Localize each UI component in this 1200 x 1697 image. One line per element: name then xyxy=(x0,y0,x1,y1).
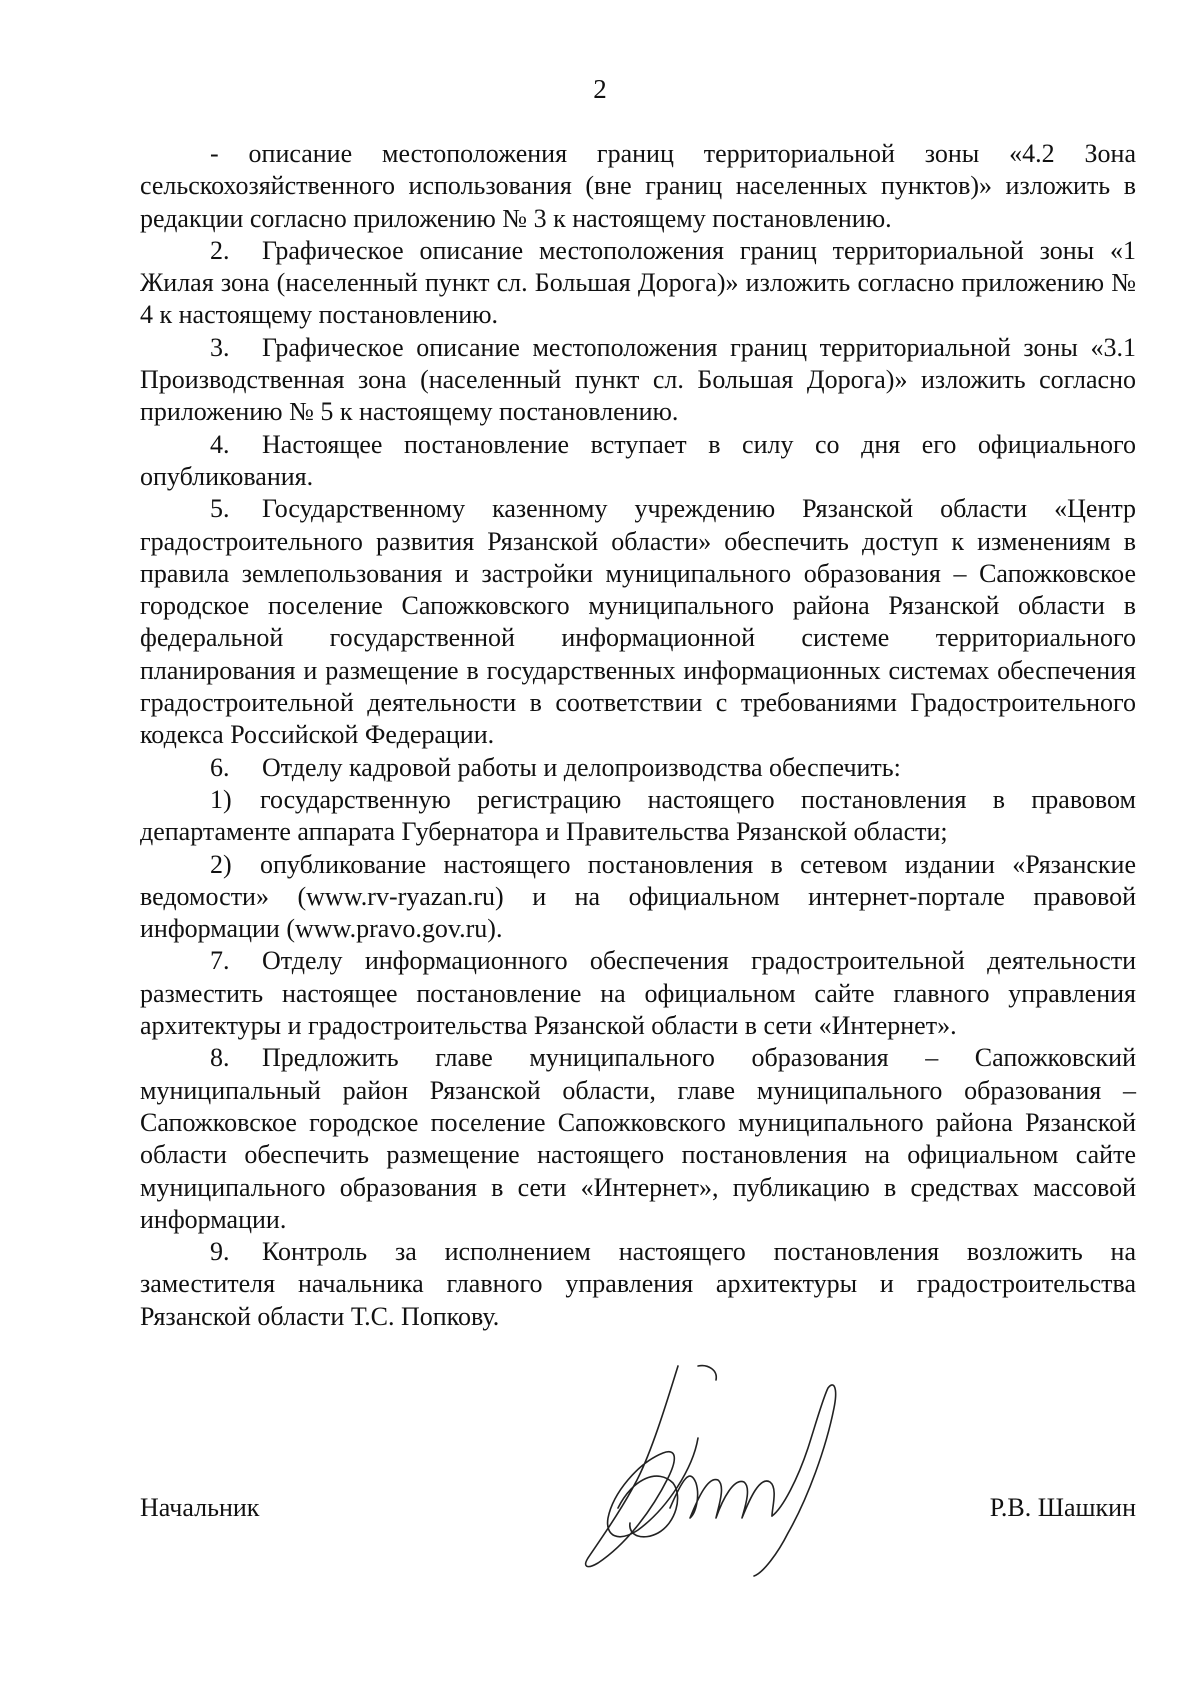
paragraph-text: Предложить главе муниципального образования – Сапожковский муниципальный район Рязанской области, главе муниципального образования – Сапожковское городское поселение Сапожковского муниципального района Рязанской области обеспечить размещение настоящего постановления на официальном сайте муниципального образования в сети «Интернет», публикацию в средствах массовой информации. xyxy=(140,1043,1136,1234)
paragraph-number: 3. xyxy=(210,332,230,362)
page-number: 2 xyxy=(593,74,607,104)
paragraph-zone-4-2 xyxy=(140,138,1136,235)
paragraph-5 xyxy=(140,493,1136,751)
signature-block xyxy=(140,1492,1136,1542)
paragraph-text: государственную регистрацию настоящего постановления в правовом департаменте аппарата Губернатора и Правительства Рязанской области; xyxy=(140,784,1136,847)
paragraph-number: 7. xyxy=(210,946,230,976)
paragraph-number: 5. xyxy=(210,494,230,524)
paragraph-7 xyxy=(140,945,1136,1042)
paragraph-text: Государственному казенному учреждению Рязанской области «Центр градостроительного развития Рязанской области» обеспечить доступ к изменениям в правила землепользования и застройки муниципального образования – Сапожковское городское поселение Сапожковского муниципального района Рязанской области в федеральной государственной информационной системе территориального планирования и размещение в государственных информационных системах обеспечения градостроительной деятельности в соответствии с требованиями Градостроительного кодекса Российской Федерации. xyxy=(140,494,1136,750)
paragraph-text: Контроль за исполнением настоящего постановления возложить на заместителя начальника главного управления архитектуры и градостроительства Рязанской области Т.С. Попкову. xyxy=(140,1237,1136,1331)
paragraph-text: Графическое описание местоположения границ территориальной зоны «1 Жилая зона (населенный пункт сл. Большая Дорога)» изложить согласно приложению № 4 к настоящему постановлению. xyxy=(140,235,1136,330)
paragraph-number: 6. xyxy=(210,752,230,782)
paragraph-number: 9. xyxy=(210,1237,230,1267)
paragraph-8 xyxy=(140,1042,1136,1236)
paragraph-text: Настоящее постановление вступает в силу со дня его официального опубликования. xyxy=(140,429,1136,491)
paragraph-text: Отделу информационного обеспечения градостроительной деятельности разместить настоящее постановление на официальном сайте главного управления архитектуры и градостроительства Рязанской области в сети «Интернет». xyxy=(140,946,1136,1041)
paragraph-text: Графическое описание местоположения границ территориальной зоны «3.1 Производственная зона (населенный пункт сл. Большая Дорога)» изложить согласно приложению № 5 к настоящему постановлению. xyxy=(140,332,1136,427)
paragraph-text: Отделу кадровой работы и делопроизводства обеспечить: xyxy=(262,752,901,782)
paragraph-text: - описание местоположения границ территориальной зоны «4.2 Зона сельскохозяйственного использования (вне границ населенных пунктов)» изложить в редакции согласно приложению № 3 к настоящему постановлению. xyxy=(140,139,1136,233)
paragraph-number: 4. xyxy=(210,429,230,459)
paragraph-number: 2. xyxy=(210,235,230,265)
paragraph-text: опубликование настоящего постановления в сетевом издании «Рязанские ведомости» (www.rv-ryazan.ru) и на официальном интернет-портале правовой информации (www.pravo.gov.ru). xyxy=(140,849,1136,944)
paragraph-2 xyxy=(140,235,1136,332)
handwritten-signature xyxy=(558,1358,858,1578)
signer-title: Начальник xyxy=(140,1493,260,1522)
paragraph-number: 8. xyxy=(210,1043,230,1073)
document-body xyxy=(140,138,1136,1333)
paragraph-9 xyxy=(140,1236,1136,1333)
signer-name: Р.В. Шашкин xyxy=(989,1493,1136,1522)
paragraph-6 xyxy=(140,752,1136,784)
paragraph-4 xyxy=(140,429,1136,494)
subparagraph-6-2 xyxy=(140,849,1136,946)
paragraph-3 xyxy=(140,332,1136,429)
subparagraph-number: 2) xyxy=(210,849,232,879)
subparagraph-number: 1) xyxy=(210,784,232,814)
subparagraph-6-1 xyxy=(140,784,1136,849)
